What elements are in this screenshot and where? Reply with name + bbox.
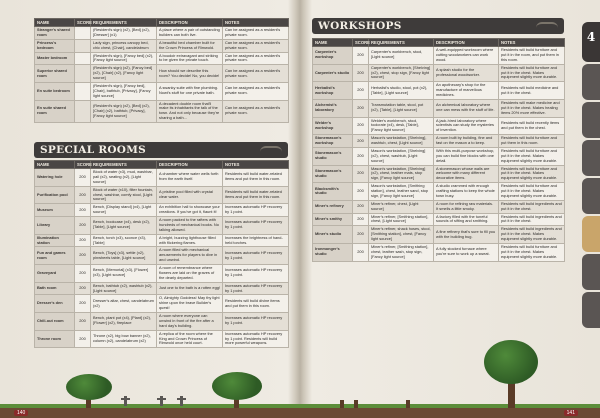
cell-req: Transmutation table, stool, pot (x2), [Table], [Light source] [369, 99, 434, 117]
cell-desc: A room built by building, fine and fast on the mason a to keep. [434, 135, 499, 148]
bedrooms-table [34, 18, 289, 123]
cell-req: Throne (x2), big bow banner (x2), column (x2), candelabrum (x2) [91, 330, 157, 348]
cell-score [75, 100, 91, 123]
cell-req: Miner's refiner, chest, [Light source] [369, 200, 434, 213]
cell-score: 200 [75, 330, 91, 348]
cell-score: 200 [75, 313, 91, 331]
cell-req: Mason's workstation, [Shelving] (x2), chest, leather mats, stop sign, [Fancy light source] [369, 165, 434, 183]
cell-name: Miner's refinery [313, 200, 353, 213]
column-header: NAME [313, 39, 353, 47]
cell-notes: Residents will build medicine and put it in the chest. [499, 82, 565, 100]
cell-desc: A chamber where water wells forth from the earth itself. [157, 169, 223, 187]
cell-desc: A room where everyone can unwind in front of the fire after a hard day's building. [157, 313, 223, 331]
cell-req: Mason's workstation, [Smithing station], chest, leather sand, stop sign, [Fancy light source] [369, 183, 434, 201]
cell-score: 200 [353, 243, 369, 261]
cell-name: Dresser's den [35, 295, 75, 313]
cell-notes: Increases automatic HP recovery by 1 point. [223, 265, 289, 283]
cell-notes: Can be assigned as a resident's private room. [223, 27, 289, 40]
cell-req: (Resident's sign), [Fancy bed] (x2), [Fancy light source] [91, 52, 157, 65]
cell-req: (Resident's sign) (x2), [Bed] (x2), [Dresser] (x1) [91, 27, 157, 40]
column-header: NOTES [499, 39, 565, 47]
cell-name: Herbalist's workshop [313, 82, 353, 100]
cell-req: Lady sign, princess canopy bed, chic chest, [Chair], candelabrum [91, 39, 157, 52]
cell-name: Stonemason's studio [313, 165, 353, 183]
column-header: DESCRIPTION [157, 161, 223, 169]
column-header: DESCRIPTION [157, 19, 223, 27]
cell-score [75, 39, 91, 52]
cell-desc: How should we describe this room? You decide! No, you decide! [157, 65, 223, 83]
banner-ornament-icon [536, 22, 558, 30]
table-row [35, 295, 289, 313]
cell-desc: An exhibition hall to showcase your creations. If you've got it, flaunt it! [157, 204, 223, 217]
cell-req: Bench, torch (x3), sconce (x3), [Table] [91, 234, 157, 247]
workshops-table-header [313, 39, 565, 47]
cell-name: Stonemason's workshop [313, 135, 353, 148]
cell-notes: Residents will build furniture and put it in the chest. Makes equipment slightly more durable. [499, 243, 565, 261]
cell-notes: Residents will build ingredients and put it in the chest. [499, 213, 565, 226]
cell-notes: Increases automatic HP recovery by 1 point. [223, 217, 289, 235]
cell-score: 200 [353, 147, 369, 165]
cell-desc: A replica of the room where the King and Crown Princess of Rimwold once held court. [157, 330, 223, 348]
cell-req: Mason's workstation, [Shelving] (x2), chest, washtub, [Light source] [369, 147, 434, 165]
cell-req: Bench, [Memorial] (x3), [Flower] (x3), [Light source] [91, 265, 157, 283]
page-number-left: 140 [14, 410, 28, 416]
table-row [313, 99, 565, 117]
cell-desc: An apothecary's shop for the manufacture of marvellous medicines. [434, 82, 499, 100]
chapter-tabs [582, 22, 600, 330]
cell-desc: A studio crammed with enough crafting stations to keep the whole town busy. [434, 183, 499, 201]
tree-icon [212, 372, 262, 400]
cell-desc: O, Almighty Goddess! May thy light shine upon the brave Builder's quest! [157, 295, 223, 313]
table-row [313, 47, 565, 65]
column-header: REQUIREMENTS [91, 19, 157, 27]
cell-notes: Residents will build furniture and put it in the chest. Makes equipment slightly more durable. [499, 147, 565, 165]
cell-score: 200 [353, 47, 369, 65]
chapter-tab[interactable] [582, 64, 600, 100]
cell-name: En suite shared room [35, 100, 75, 123]
right-page [300, 0, 600, 418]
cell-score: 200 [353, 64, 369, 82]
cell-name: Alchemist's laboratory [313, 99, 353, 117]
table-row [35, 100, 289, 123]
cell-notes: Residents will build water-related items and put them in this room. [223, 186, 289, 204]
column-header: SCORE [353, 39, 369, 47]
cell-req: (Resident's sign) (x2), [Bed] (x2), [Chair] (x2), bathtub, [Privacy], [Fancy light source] [91, 100, 157, 123]
table-row [35, 217, 289, 235]
cell-req: Mason's workstation, [Shelving], washtub, chest, [Light source] [369, 135, 434, 148]
cell-name: Stranger's shared room [35, 27, 75, 40]
cell-name: Chill-out room [35, 313, 75, 331]
cell-req: Bench, plant pot (x4), [Plant] (x2), [Flower] (x2), fireplace [91, 313, 157, 331]
cell-score: 200 [75, 247, 91, 265]
cell-name: Superior shared room [35, 65, 75, 83]
cell-score: 200 [75, 169, 91, 187]
cell-name: Miner's smithy [313, 213, 353, 226]
cell-notes: Increases automatic HP recovery by 1 point. [223, 282, 289, 295]
cell-req: Herbalist's studio, stool, pot (x2), [Table], [Light source] [369, 82, 434, 100]
cell-score: 200 [353, 117, 369, 135]
table-row [35, 204, 289, 217]
chapter-tab-active[interactable] [582, 22, 600, 62]
cell-notes: Increases automatic HP recovery by 1 point. Residents will build more powerful weapons. [223, 330, 289, 348]
cell-notes: Increases the brightness of hand-held torches. [223, 234, 289, 247]
table-row [313, 226, 565, 244]
chapter-tab[interactable] [582, 140, 600, 176]
cell-req: Bench, bookcase (x4), desk (x2), [Table], [Light source] [91, 217, 157, 235]
grave-cross-icon [180, 396, 183, 406]
table-row [35, 65, 289, 83]
cell-name: Purification pool [35, 186, 75, 204]
cell-notes: Residents will build ingredients and put it in the chest. Makes equipment slightly more durable. [499, 226, 565, 244]
cell-notes: Increases automatic HP recovery by 1 point. [223, 204, 289, 217]
cell-name: Library [35, 217, 75, 235]
cell-name: Bath room [35, 282, 75, 295]
cell-name: Watering hole [35, 169, 75, 187]
cell-desc: A splash studio for the professional woodworker. [434, 64, 499, 82]
cell-name: Museum [35, 204, 75, 217]
column-header: SCORE [75, 161, 91, 169]
cell-desc: A place where a pair of outstanding builders can both live. [157, 27, 223, 40]
table-row [313, 64, 565, 82]
cell-desc: A stonemason whose walls are welcome with many different decorative items. [434, 165, 499, 183]
cell-name: Throne room [35, 330, 75, 348]
cell-req: Bench, [Display stand] (x4), [Light source] [91, 204, 157, 217]
cell-desc: A pristine pool filled with crystal clear water. [157, 186, 223, 204]
table-row [35, 265, 289, 283]
table-row [313, 213, 565, 226]
cell-score: 200 [353, 200, 369, 213]
workshops-table [312, 38, 565, 262]
cell-desc: A beautiful bed chamber built for the Crown Princess of Rimwold. [157, 39, 223, 52]
column-header: SCORE [75, 19, 91, 27]
left-pixel-scene [0, 374, 300, 418]
cell-score: 200 [353, 99, 369, 117]
column-header: NAME [35, 161, 75, 169]
cell-req: (Resident's sign), [Fancy bed], [Chair], bathtub, [Privacy], [Fancy light source] [91, 82, 157, 100]
table-row [35, 52, 289, 65]
cell-req: Welder's workbench, stool, toolcrate (x4), desk, [Table], [Fancy light source] [369, 117, 434, 135]
cell-name: Miner's studio [313, 226, 353, 244]
cell-desc: A boudoir extravagant and striking to be given the private touch. [157, 52, 223, 65]
cell-desc: A room of remembrance where flowers are laid on the graves of the dearly departed. [157, 265, 223, 283]
cell-name: Welder's workshop [313, 117, 353, 135]
tree-icon [66, 374, 112, 400]
cell-notes: Can be assigned as a resident's private room. [223, 100, 289, 123]
cell-name: Graveyard [35, 265, 75, 283]
cell-req: Block of water (x10), filter fountain, chest, washbar, comfy stool, [Light source] [91, 186, 157, 204]
chapter-tab[interactable] [582, 254, 600, 290]
cell-notes: Residents will build furniture and put it in the chest. Makes equipment slightly more durable. [499, 165, 565, 183]
page-number-right: 141 [564, 410, 578, 416]
cell-req: Carpenter's workbench, [Shelving] (x2), chest, stop sign, [Fancy light source] [369, 64, 434, 82]
cell-name: Carpenter's studio [313, 64, 353, 82]
chapter-tab[interactable] [582, 178, 600, 214]
cell-name: Carpenter's workshop [313, 47, 353, 65]
bedrooms-table-body [35, 27, 289, 123]
column-header: DESCRIPTION [434, 39, 499, 47]
column-header: NAME [35, 19, 75, 27]
cell-desc: A jack-hired laboratory where scientists can study the mysteries of invention. [434, 117, 499, 135]
table-row [35, 282, 289, 295]
chapter-number: 4 [586, 30, 596, 44]
cell-req: Block of water (x3), mud, washbar, pail (x2), seating (x2), [Light source] [91, 169, 157, 187]
cell-notes: Increases automatic HP recovery by 1 point. [223, 313, 289, 331]
cell-score: 200 [353, 82, 369, 100]
cell-notes: Can be assigned as a resident's private room. [223, 39, 289, 52]
cell-req: Miner's refiner, shack hoses, stool, [Smithing station], chest, [Fancy light source] [369, 226, 434, 244]
cell-notes: Residents will build ingredients and put it in the chest. [499, 200, 565, 213]
cell-notes: Increases automatic HP recovery by 1 point. [223, 247, 289, 265]
special-rooms-title: SPECIAL ROOMS [40, 144, 147, 156]
cell-score: 200 [75, 234, 91, 247]
cell-name: En suite bedroom [35, 82, 75, 100]
column-header: REQUIREMENTS [369, 39, 434, 47]
cell-score: 200 [353, 183, 369, 201]
column-header: NOTES [223, 161, 289, 169]
table-row [35, 330, 289, 348]
special-rooms-banner [34, 142, 288, 158]
cell-req: Miner's refiner, [Smithing station], chest, [Light source] [369, 213, 434, 226]
cell-notes: Residents will build water-related items and put them in this room. [223, 169, 289, 187]
cell-name: Blacksmith's studio [313, 183, 353, 201]
cell-notes: Can be assigned as a resident's private room. [223, 52, 289, 65]
table-row [35, 234, 289, 247]
cell-score [75, 65, 91, 83]
cell-desc: A fully stocked furnace where you're sure to work up a sweat. [434, 243, 499, 261]
cell-notes: Residents will make medicine and put it in the chest. Makes healing items 20% more effective. [499, 99, 565, 117]
cell-name: Master bedroom [35, 52, 75, 65]
cell-req: Bench, [Toys] (x3), settle (x2), pinwheels table, [Light source] [91, 247, 157, 265]
table-row [35, 39, 289, 52]
cell-score: 200 [353, 165, 369, 183]
table-row [313, 200, 565, 213]
cell-desc: A room for refining raw materials. It smells a little smoky. [434, 200, 499, 213]
cell-notes: Residents will build recently items and put them in the chest. [499, 117, 565, 135]
cell-score: 200 [353, 226, 369, 244]
cell-desc: A decadent double room that'll make its inhabitants the talk of the town. And not only because they're sharing a bath... [157, 100, 223, 123]
cell-desc: Just one to the bath is a rotten egg! [157, 282, 223, 295]
cell-name: Princess's bedroom [35, 39, 75, 52]
cell-desc: A swanky suite with fine plumbing. Nowt's stuff for one private bath. [157, 82, 223, 100]
banner-ornament-icon [260, 146, 282, 154]
cell-score: 200 [75, 217, 91, 235]
cell-desc: A room filled with mechanical amusements for players to dive in and unwind. [157, 247, 223, 265]
table-row [35, 82, 289, 100]
cell-req: Bench, bathtub (x2), washtub (x2), [Light source] [91, 282, 157, 295]
cell-desc: A room packed to the rafters with hundreds of mechanical books. No talking allowed. [157, 217, 223, 235]
cell-desc: A well-equipped workroom where cutting woodworkers can work wood. [434, 47, 499, 65]
workshops-table-body [313, 47, 565, 262]
cell-name: Fun and games room [35, 247, 75, 265]
cell-score: 200 [75, 186, 91, 204]
cell-desc: A fine refinery that's sure to fill you with the building bug. [434, 226, 499, 244]
cell-notes: Can be assigned as a resident's private room. [223, 82, 289, 100]
table-row [35, 169, 289, 187]
cell-req: (Resident's sign) (x2), [Fancy bed] (x2), [Chair] (x2), [Fancy light source] [91, 65, 157, 83]
cell-desc: An alchemical laboratory where one can mess with the stuff of life. [434, 99, 499, 117]
table-row [35, 247, 289, 265]
cell-desc: With this multi-purpose workshop, you can build fine blocks with one detail. [434, 147, 499, 165]
cell-score: 200 [75, 265, 91, 283]
right-pixel-scene [300, 338, 600, 418]
cell-req: Carpenter's workbench, stool, [Light source] [369, 47, 434, 65]
cell-notes: Residents will build furniture and put it in the chest. Makes equipment slightly more durable. [499, 64, 565, 82]
cell-desc: A bright, buzzing lighthouse filled with flickering flames. [157, 234, 223, 247]
cell-score [75, 82, 91, 100]
chapter-tab-highlight[interactable] [582, 216, 600, 252]
tree-icon [484, 340, 538, 384]
table-row [313, 243, 565, 261]
grave-cross-icon [124, 396, 127, 406]
cell-notes: Residents will build furniture and put it in the chest. Makes equipment slightly more durable. [499, 183, 565, 201]
cell-notes: Residents will build divine items and put them in this room. [223, 295, 289, 313]
cell-score: 200 [75, 204, 91, 217]
cell-score: 200 [353, 213, 369, 226]
cell-req: Dresser's altar, chest, candelabrum (x2) [91, 295, 157, 313]
bedrooms-table-header [35, 19, 289, 27]
cell-name: Stonemason's studio [313, 147, 353, 165]
cell-score [75, 52, 91, 65]
cell-desc: A factory filled with the tuneful sounds of sifting and smithing. [434, 213, 499, 226]
cell-name: Ironmonger's studio [313, 243, 353, 261]
table-row [313, 183, 565, 201]
cell-req: Miner's refiner, [Smithing station], chest, leather sash, stop sign, [Fancy light source] [369, 243, 434, 261]
table-row [313, 82, 565, 100]
table-row [35, 27, 289, 40]
cell-notes: Residents will build furniture and put them in this room. [499, 135, 565, 148]
cell-name: Illumination station [35, 234, 75, 247]
special-rooms-table-header [35, 161, 289, 169]
cell-score: 200 [75, 282, 91, 295]
table-row [313, 147, 565, 165]
cell-score: 200 [75, 295, 91, 313]
column-header: REQUIREMENTS [91, 161, 157, 169]
workshops-banner [312, 18, 564, 34]
table-row [35, 313, 289, 331]
table-row [35, 186, 289, 204]
table-row [313, 165, 565, 183]
table-row [313, 117, 565, 135]
chapter-tab[interactable] [582, 102, 600, 138]
column-header: NOTES [223, 19, 289, 27]
chapter-tab[interactable] [582, 292, 600, 328]
grave-cross-icon [160, 396, 163, 406]
workshops-title: WORKSHOPS [318, 20, 402, 32]
table-row [313, 135, 565, 148]
cell-notes: Residents will build furniture and put it in the room, and put them in this room. [499, 47, 565, 65]
cell-notes: Can be assigned as a resident's private room. [223, 65, 289, 83]
special-rooms-table [34, 160, 289, 348]
cell-score: 200 [353, 135, 369, 148]
cell-score [75, 27, 91, 40]
special-rooms-table-body [35, 169, 289, 348]
